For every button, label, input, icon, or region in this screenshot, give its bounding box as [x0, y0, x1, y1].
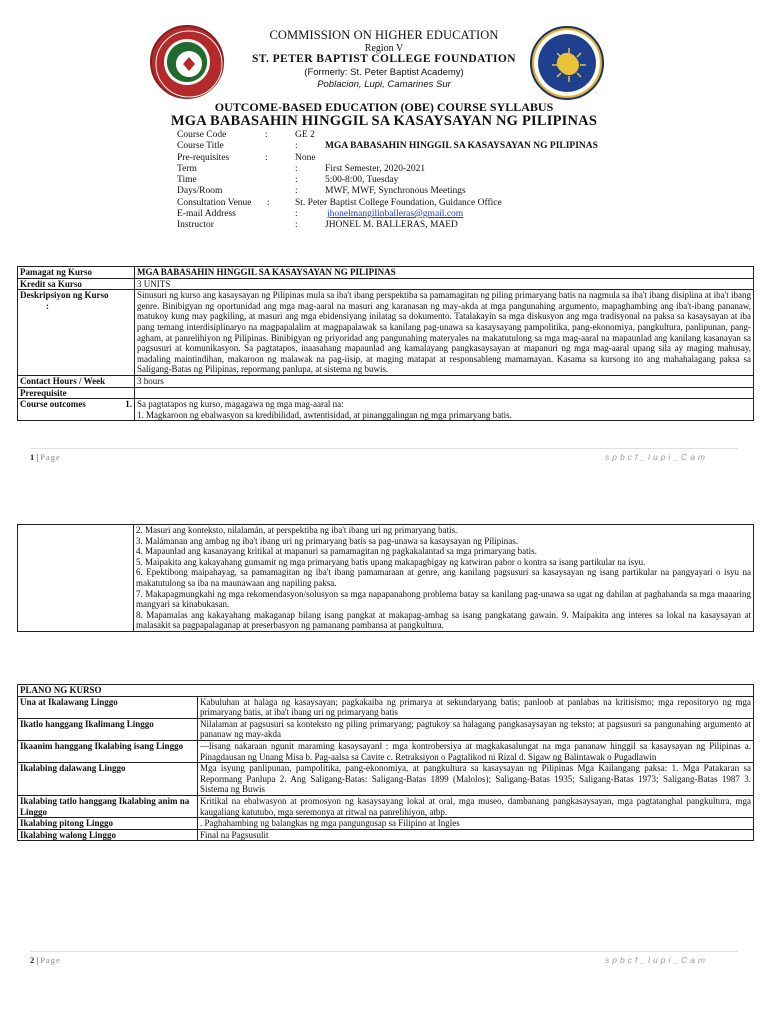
empty-label-cell — [18, 525, 134, 632]
plan-week: Ikatlo hanggang Ikalimang Linggo — [18, 718, 198, 740]
table-row — [18, 740, 754, 762]
deskripsiyon-value: Sinusuri ng kurso ang kasaysayan ng Pilipinas mula sa iba't ibang perspektiba sa pamamagitan ng piling primaryang batis na nagmula sa iba't ibang disiplina at iba't ibang genre. Binibigyan ng oportunidad ang mga mag-aaral na masuri ang karanasan ng may-akda at mga pangunahing argumento, mapaghambing ang iba't-ibang pananaw, matukoy kung may pagkiling, at masuri ang mga ebidensiyang inilatag sa dokumento. Tatalakayin sa mga diskusyon ang mga tradisyonal na paksa sa kasaysayan at iba pang temang interdisiplinaryo na magpapalalim at magpapalawak sa kanilang pag-unawa sa kasaysayang pampolitika, pang-ekonomiya, pangkultura, panlipunan, pang-agham, at panrelihiyon ng Pilipinas. Binibigyan ng priyoridad ang pangunahing materyales na makatutulong sa mga mag-aaral na mapaunlad ang kanilang kasanayan sa pagsusuri at komunikasyon. Sa pagtatapos, inaasahang mapaunlad ang kamalayang pangkasaysayan at mapanuri ng mga mag-aaral upang sila ay maging mahusay, madaling maintindihan, makaroon ng malawak na pag-iisip, at maging matapat at responsableng mamamayan. Kasama sa kursong ito ang mahahalagang paksa sa Saligang-Batas ng Pilipinas, repormang panlupa, at sistema ng buwis. — [135, 290, 754, 376]
email-link[interactable]: jhonelmangilinballeras@gmail.com — [327, 209, 464, 220]
page-number-value: 1 — [30, 452, 35, 462]
outcome-item: 2. Masuri ang konteksto, nilalamán, at perspektiba ng iba't ibang uri ng primaryang batis. — [136, 525, 458, 535]
page-number — [30, 452, 61, 462]
formerly-label: (Formerly: St. Peter Baptist Academy) — [304, 67, 464, 78]
info-colon: : — [265, 130, 268, 140]
deskripsiyon-label-cell — [18, 290, 135, 376]
course-outcomes-cell — [135, 399, 754, 421]
outcome-item: 3. Malámanan ang ambag ng iba't ibang uri ng primaryang batis sa pag-unawa sa kasaysayan ng Pilipinas. — [136, 535, 519, 546]
page-sep: | — [34, 955, 41, 965]
table-row — [18, 267, 754, 279]
deskripsiyon-label: Deskripsiyon ng Kurso — [20, 290, 109, 301]
outcome-item: 5. Maipakita ang kakayahang gumamit ng mga primaryang batis upang makapagbigay ng katwiran pabor o kontra sa isang partikular na isyu. — [136, 556, 646, 567]
address-label: Poblacion, Lupi, Camarines Sur — [317, 79, 451, 90]
outcomes-intro: Sa pagtatapos ng kurso, magagawa ng mga mag-aaral na: — [137, 399, 344, 410]
prerequisite-label: Prerequisite — [18, 387, 135, 399]
info-colon: : — [295, 209, 298, 220]
info-value: MGA BABASAHIN HINGGIL SA KASAYSAYAN NG PILIPINAS — [325, 141, 598, 152]
table-row — [18, 387, 754, 399]
outcomes-continued-cell — [134, 525, 754, 632]
footer-watermark: spbcf_lupi_Cam — [605, 955, 708, 965]
info-key: Consultation Venue — [177, 197, 252, 208]
footer-divider — [30, 951, 738, 952]
table-row — [18, 763, 754, 796]
table-row — [18, 399, 754, 421]
region-label: Region V — [364, 43, 404, 54]
plan-content: Mga isyung panlipunan, pampolitika, pang-ekonomiya, at pangkultura sa kasaysayan ng Pilipinas Mga Kailangang paksa: 1. Mga Patakaran sa Repormang Panlupa 2. Ang Saligang-Batas: Saligang-Batas 1899 (Malolos); Saligang-Batas 1935; Saligang-Batas 1973; Saligang-Batas 1987 3. Sistema ng Buwis — [198, 763, 754, 796]
plan-week: Ikalabing tatlo hanggang Ikalabing anim na Linggo — [18, 795, 198, 817]
info-key: Course Title — [177, 141, 224, 152]
page-number-value: 2 — [30, 955, 35, 965]
plan-week: Ikalabing pitong Linggo — [18, 818, 198, 830]
info-key: Pre-requisites — [177, 152, 230, 163]
table-row — [18, 829, 754, 841]
info-key: Instructor — [177, 220, 214, 231]
table-row — [18, 375, 754, 387]
commission-title: COMMISSION ON HIGHER EDUCATION — [269, 28, 499, 42]
plan-content: Kritikal na ebalwasyon at promosyon ng kasaysayang lokal at oral, mga museo, dambanang pangkasaysayan, mga pagtatanghal pangkultura, mga kaugaliang katutubo, mga seremonya at ritwal na panrelihiyon, atbp. — [198, 795, 754, 817]
footer-watermark: spbcf_lupi_Cam — [605, 452, 708, 462]
course-title-heading: MGA BABASAHIN HINGGIL SA KASAYSAYAN NG PILIPINAS — [170, 113, 598, 129]
info-key: E-mail Address — [177, 209, 236, 220]
course-outcomes-label: Course outcomes — [20, 399, 86, 410]
outcome-item: 1. Magkaroon ng ebalwasyon sa kredibilidad, awtentisidad, at pinanggalingan ng mga primaryang batis. — [137, 409, 512, 420]
info-colon: : — [265, 152, 268, 163]
course-plan-table — [17, 684, 754, 841]
table-row — [18, 290, 754, 376]
info-value: GE 2 — [295, 130, 315, 140]
info-colon: : — [295, 141, 298, 152]
table-row — [18, 818, 754, 830]
info-key: Time — [177, 175, 197, 186]
contact-hours-value: 3 hours — [135, 375, 754, 387]
table-row — [18, 696, 754, 718]
document-header — [0, 0, 768, 100]
course-outcomes-number: 1. — [125, 399, 132, 410]
table-row — [18, 685, 754, 697]
course-outcomes-continued-table — [17, 524, 754, 632]
plan-content: Kabuluhan at halaga ng kasaysayan; pagkakaiba ng primarya at sekundaryang batis; panloob at panlabas na kritisismo; mga repositoryo ng mga primaryang batis, at iba't ibang uri ng primaryang batis — [198, 696, 754, 718]
table-row — [18, 718, 754, 740]
info-value: First Semester, 2020-2021 — [325, 163, 426, 174]
contact-hours-label: Contact Hours / Week — [18, 375, 135, 387]
page-sep: | — [34, 452, 41, 462]
page-footer — [30, 452, 738, 466]
plan-content: Nilalaman at pagsusuri sa konteksto ng piling primaryang; pagtukoy sa halagang pangkasaysayan ng teksto; at pagsusuri sa pangunahing argumento at pananaw ng may-akda — [198, 718, 754, 740]
outcome-item: 7. Makapagmungkahi ng mga rekomendasyon/solusyon sa mga napapanahong problema batay sa kanilang pag-unawa sa ugat ng dahilan at paghahanda sa mga maaaring mangyari sa kinabukasan. — [136, 588, 751, 610]
kredit-label: Kredit sa Kurso — [18, 278, 135, 290]
outcome-item: 4. Mapaunlad ang kasanayang kritikal at mapanuri sa pamamagitan ng pagkakalantad sa mga primaryang batis. — [136, 546, 537, 557]
info-key: Course Code — [177, 130, 227, 140]
college-name: ST. PETER BAPTIST COLLEGE FOUNDATION — [252, 53, 516, 65]
info-key: Days/Room — [177, 186, 223, 197]
outcome-item: 8. Mapamalas ang kakayahang makaganap bilang isang pangkat at makapag-ambag sa isang pangkatang gawain. 9. Maipakita ang interes sa lokal na kasaysayan at malasakit sa pagpapalaganap at preserbasyon ng pamanang pambansa at pangkultura. — [136, 609, 751, 631]
plano-title: PLANO NG KURSO — [18, 685, 754, 697]
plan-week: Ikaanim hanggang Ikalabing isang Linggo — [18, 740, 198, 762]
page-word: Page — [40, 955, 61, 965]
info-key: Term — [177, 163, 197, 174]
plan-content: —lisang nakaraan ngunit maraming kasaysayan‖ : mga kontrobersiya at magkakasalungat na mga pananaw hinggil sa kasaysayan ng Pilipinas a. Pinagdausan ng Unang Misa b. Pag-aalsa sa Cavite c. Retraksiyon o Pagtalikod ni Rizal d. Sigaw ng Balintawak o Pugadlawin — [198, 740, 754, 762]
plan-week: Ikalabing walong Linggo — [18, 829, 198, 841]
info-colon: : — [295, 220, 298, 231]
page-word: Page — [40, 452, 61, 462]
deskripsiyon-colon: : — [46, 300, 49, 311]
course-details-table — [17, 266, 754, 421]
pamagat-label: Pamagat ng Kurso — [18, 267, 135, 279]
info-value: St. Peter Baptist College Foundation, Guidance Office — [295, 197, 502, 208]
prerequisite-value — [135, 387, 754, 399]
plan-week: Una at Ikalawang Linggo — [18, 696, 198, 718]
info-value: None — [295, 152, 316, 163]
page-number — [30, 955, 61, 965]
plan-week: Ikalabing dalawang Linggo — [18, 763, 198, 796]
plan-content: . Paghahambing ng balangkas ng mga pangungusap sa Filipino at Ingles — [198, 818, 754, 830]
outcome-item: 6. Epektibong maipahayag, sa pamamagitan ng iba't ibang pamamaraan at genre, ang kanilang pagsusuri sa kasaysayan ng isang partikular na pangyayari o isyu na makatutulong sa iba na maunawaan ang napiling paksa. — [136, 567, 751, 588]
info-colon: : — [267, 197, 270, 208]
obe-title: OUTCOME-BASED EDUCATION (OBE) COURSE SYLLABUS — [214, 100, 554, 114]
plan-content: Final na Pagsusulit — [198, 829, 754, 841]
info-colon: : — [295, 175, 298, 186]
table-row — [18, 525, 754, 632]
pamagat-value: MGA BABASAHIN HINGGIL SA KASAYSAYAN NG PILIPINAS — [135, 267, 754, 279]
table-row — [18, 278, 754, 290]
info-colon: : — [295, 163, 298, 174]
page-footer — [30, 955, 738, 969]
info-value: JHONEL M. BALLERAS, MAED — [325, 220, 458, 231]
table-row — [18, 795, 754, 817]
footer-divider — [30, 448, 738, 449]
info-value: 5:00-8:00, Tuesday — [325, 175, 399, 186]
info-value: MWF, MWF, Synchronous Meetings — [325, 186, 466, 197]
info-colon: : — [295, 186, 298, 197]
kredit-value: 3 UNITS — [135, 278, 754, 290]
course-outcomes-label-cell — [18, 399, 135, 421]
